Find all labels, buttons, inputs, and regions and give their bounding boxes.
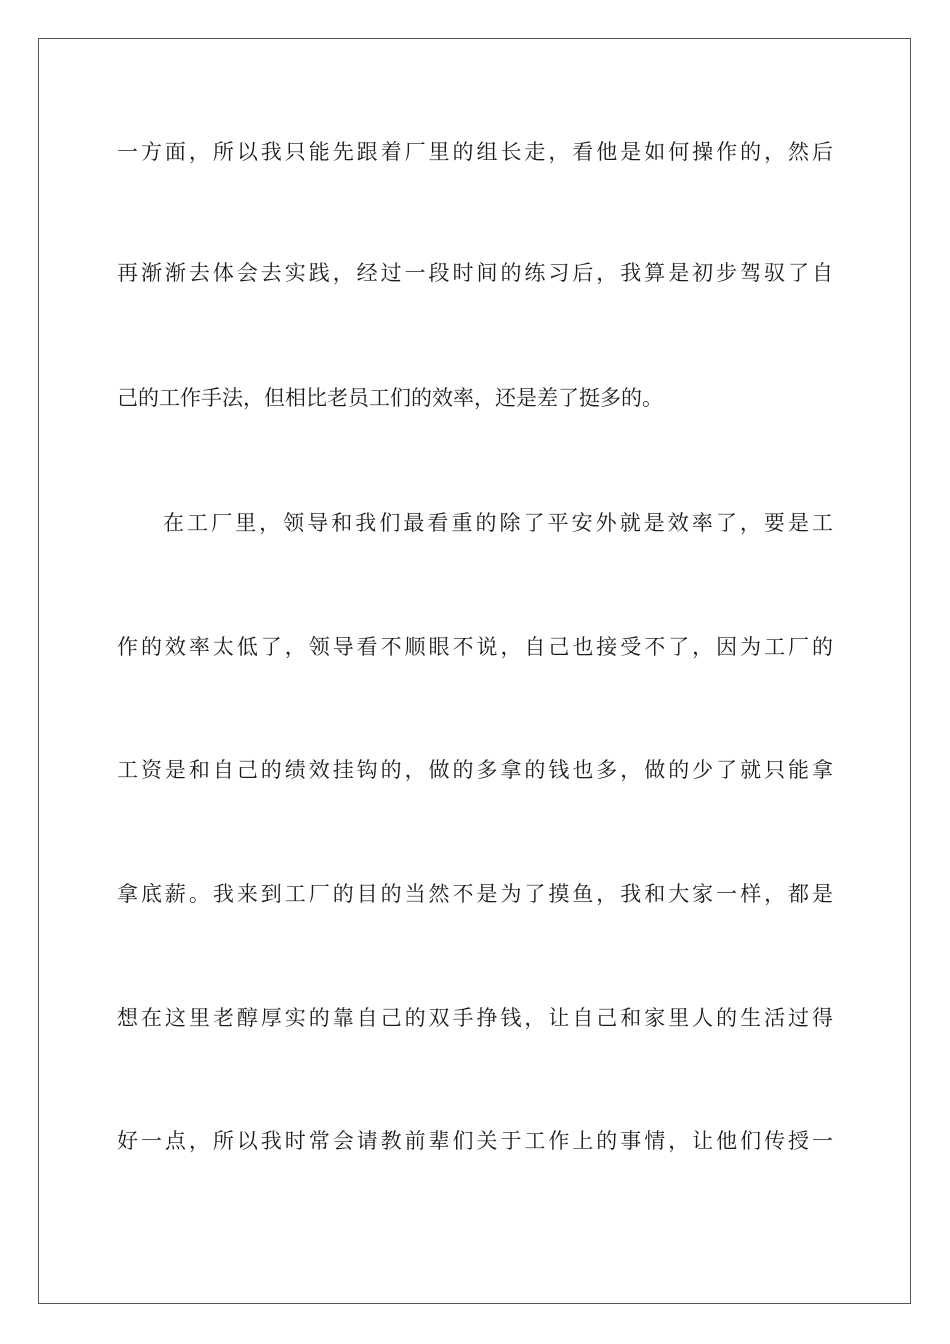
paragraph-line: 己的工作手法，但相比老员工们的效率，还是差了挺多的。 bbox=[117, 386, 663, 410]
paragraph-line: 作的效率太低了，领导看不顺眼不说，自己也接受不了，因为工厂的 bbox=[117, 635, 833, 659]
paragraph-line: 再渐渐去体会去实践，经过一段时间的练习后，我算是初步驾驭了自 bbox=[117, 261, 833, 285]
paragraph-line: 一方面，所以我只能先跟着厂里的组长走，看他是如何操作的，然后 bbox=[117, 140, 833, 164]
paragraph-line: 工资是和自己的绩效挂钩的，做的多拿的钱也多，做的少了就只能拿 bbox=[117, 758, 833, 782]
page-border bbox=[38, 38, 911, 1304]
paragraph-line-indented: 在工厂里，领导和我们最看重的除了平安外就是效率了，要是工 bbox=[163, 511, 833, 535]
paragraph-line: 好一点，所以我时常会请教前辈们关于工作上的事情，让他们传授一 bbox=[117, 1129, 833, 1153]
paragraph-line: 拿底薪。我来到工厂的目的当然不是为了摸鱼，我和大家一样，都是 bbox=[117, 882, 833, 906]
paragraph-line: 想在这里老醇厚实的靠自己的双手挣钱，让自己和家里人的生活过得 bbox=[117, 1006, 833, 1030]
